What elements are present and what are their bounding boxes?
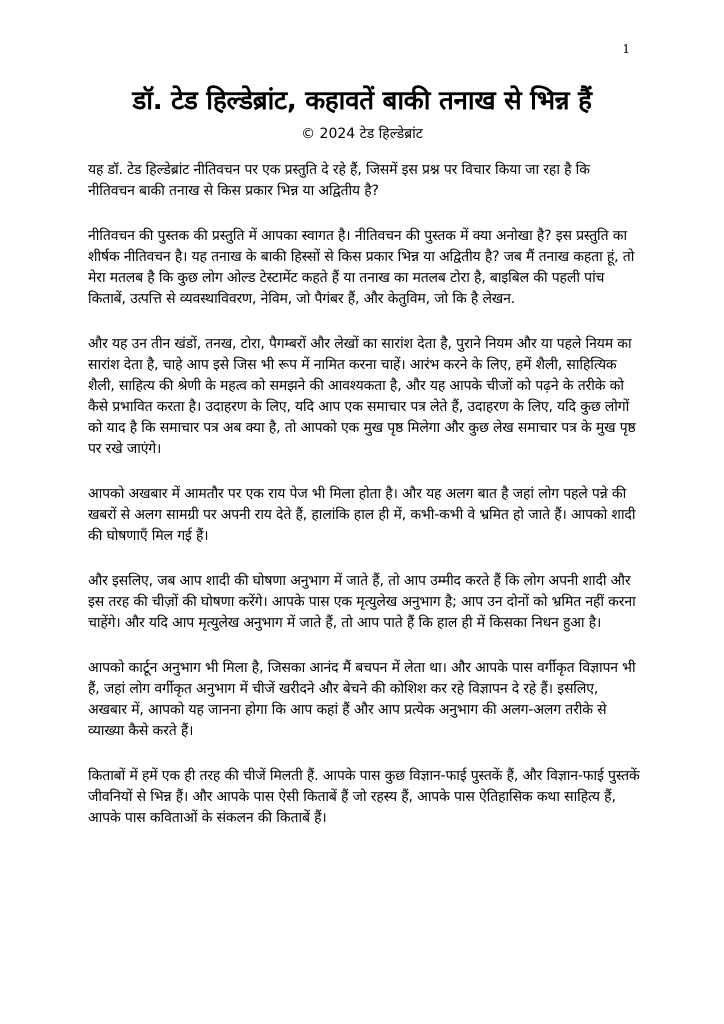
document-title: डॉ. टेड हिल्डेब्रांट, कहावतें बाकी तनाख से भिन्न हैं	[132, 86, 592, 116]
paragraph-cartoons-classifieds: आपको कार्टून अनुभाग भी मिला है, जिसका आनंद मैं बचपन में लेता था। और आपके पास वर्गीकृत विज्ञापन भी हैं, जहां लोग वर्गीकृत अनुभाग में चीजें खरीदने और बेचने की कोशिश कर रहे विज्ञापन दे रहे हैं। इसलिए, अखबार में, आपको यह जानना होगा कि आप कहां हैं और आप प्रत्येक अनुभाग की अलग-अलग तरीके से व्याख्या कैसे करते हैं।	[88, 660, 636, 739]
paragraph-wedding-obituary: और इसलिए, जब आप शादी की घोषणा अनुभाग में जाते हैं, तो आप उम्मीद करते हैं कि लोग अपनी शादी और इस तरह की चीज़ों की घोषणा करेंगे। आपके पास एक मृत्युलेख अनुभाग है; आप उन दोनों को भ्रमित नहीं करना चाहेंगे। और यदि आप मृत्युलेख अनुभाग में जाते हैं, तो आप पाते हैं कि हाल ही में किसका निधन हुआ है।	[88, 573, 636, 631]
paragraph-intro: यह डॉ. टेड हिल्डेब्रांट नीतिवचन पर एक प्रस्तुति दे रहे हैं, जिसमें इस प्रश्न पर विचार किया जा रहा है कि नीतिवचन बाकी तनाख से किस प्रकार भिन्न या अद्वितीय है?	[88, 162, 590, 199]
copyright-line: © 2024 टेड हिल्डेब्रांट	[301, 126, 423, 142]
document-body	[88, 160, 640, 853]
paragraph-genre: और यह उन तीन खंडों, तनख, टोरा, पैगम्बरों और लेखों का सारांश देता है, पुराने नियम और या पहले नियम का सारांश देता है, चाहे आप इसे जिस भी रूप में नामित करना चाहें। आरंभ करने के लिए, हमें शैली, साहित्यिक शैली, साहित्य की श्रेणी के महत्व को समझने की आवश्यकता है, और यह आपके चीजों को पढ़ने के तरीके को कैसे प्रभावित करता है। उदाहरण के लिए, यदि आप एक समाचार पत्र लेते हैं, उदाहरण के लिए, यदि कुछ लोगों को याद है कि समाचार पत्र अब क्या है, तो आपको एक मुख पृष्ठ मिलेगा और कुछ लेख समाचार पत्र के मुख पृष्ठ पर रखे जाएंगे।	[88, 336, 636, 457]
paragraph-opinion-page: आपको अखबार में आमतौर पर एक राय पेज भी मिला होता है। और यह अलग बात है जहां लोग पहले पन्ने की खबरों से अलग सामग्री पर अपनी राय देते हैं, हालांकि हाल ही में, कभी-कभी वे भ्रमित हो जाते हैं। आपको शादी की घोषणाएँ मिल गई हैं।	[88, 486, 636, 544]
paragraph-welcome: नीतिवचन की पुस्तक की प्रस्तुति में आपका स्वागत है। नीतिवचन की पुस्तक में क्या अनोखा है? इस प्रस्तुति का शीर्षक नीतिवचन है। यह तनाख के बाकी हिस्सों से किस प्रकार भिन्न या अद्वितीय है? जब मैं तनाख कहता हूं, तो मेरा मतलब है कि कुछ लोग ओल्ड टेस्टामेंट कहते हैं या तनाख का मतलब टोरा है, बाइबिल की पहली पांच किताबें, उत्पत्ति से व्यवस्थाविवरण, नेविम, जो पैगंबर हैं, और केतुविम, जो कि है लेखन.	[88, 228, 635, 307]
page-number: 1	[622, 42, 630, 56]
paragraph-books: किताबों में हमें एक ही तरह की चीजें मिलती हैं. आपके पास कुछ विज्ञान-फाई पुस्तकें हैं, और विज्ञान-फाई पुस्तकें जीवनियों से भिन्न हैं। और आपके पास ऐसी किताबें हैं जो रहस्य हैं, आपके पास ऐतिहासिक कथा साहित्य हैं, आपके पास कविताओं के संकलन की किताबें हैं।	[88, 768, 640, 826]
